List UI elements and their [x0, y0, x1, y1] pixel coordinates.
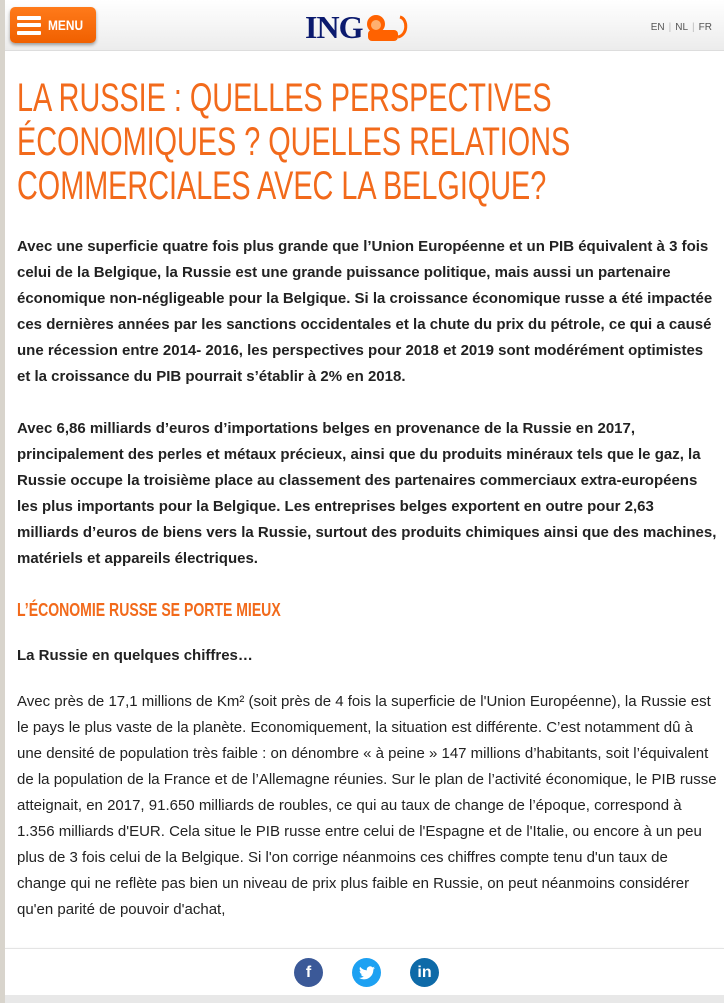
subheading: La Russie en quelques chiffres…: [17, 647, 253, 664]
linkedin-share-button[interactable]: [410, 958, 439, 987]
ing-logo[interactable]: [305, 9, 410, 46]
language-switcher: EN | NL | FR: [647, 22, 716, 33]
header: [5, 0, 724, 51]
background-strip: [5, 995, 724, 1003]
facebook-share-button[interactable]: [294, 958, 323, 987]
intro-paragraph-1: Avec une superficie quatre fois plus grande que l’Union Européenne et un PIB équivalent à 3 fois celui de la Belgique, la Russie est une grande puissance politique, mais aussi un partenaire économique non-négligeable pour la Belgique. Si la croissance économique russe a été impactée ces dernières années par les sanctions occidentales et la chute du prix du pétrole, ce qui a causé une récession entre 2014- 2016, les perspectives pour 2018 et 2019 sont modérément optimistes et la croissance du PIB pourrait s’établir à 2% en 2018.: [17, 238, 713, 385]
intro-paragraph-2: Avec 6,86 milliards d’euros d’importations belges en provenance de la Russie en 2017, principalement des perles et métaux précieux, ainsi que du produits minéraux tels que le gaz, la Russie occupe la troisième place au classement des partenaires commerciaux extra-européens les plus importants pour la Belgique. Les entreprises belges exportent en outre pour 2,63 milliards d’euros de biens vers la Russie, surtout des produits chimiques ainsi que des machines, matériels et appareils électriques.: [17, 420, 717, 567]
lion-icon: [362, 13, 410, 43]
title-line: COMMERCIALES AVEC LA BELGIQUE?: [17, 164, 547, 208]
article: [17, 76, 717, 923]
lang-fr[interactable]: FR: [698, 22, 712, 33]
linkedin-icon: in: [417, 963, 432, 981]
twitter-icon: [359, 966, 375, 980]
page: [5, 0, 724, 1003]
facebook-icon: f: [305, 963, 312, 981]
body-paragraph: Avec près de 17,1 millions de Km² (soit près de 4 fois la superficie de l'Union Européenne), la Russie est le pays le plus vaste de la planète. Economiquement, la situation est différente. C’est notamment dû à une densité de population très faible : on dénombre « à peine » 147 millions d’habitants, soit l’équivalent de la population de la France et de l’Allemagne réunies. Sur le plan de l’activité économique, le PIB russe atteignait, en 2017, 91.650 milliards de roubles, ce qui au taux de change de l’époque, correspond à 1.356 milliards d'EUR. Cela situe le PIB russe entre celui de l'Espagne et de l'Italie, ou encore à un peu plus de 3 fois celui de la Belgique. Si l'on corrige néanmoins ces chiffres compte tenu d'un taux de change qui ne reflète pas bien un niveau de prix plus faible en Russie, on peut néanmoins considérer qu'en parité de pouvoir d'achat,: [17, 693, 717, 918]
menu-button[interactable]: [10, 7, 96, 43]
menu-label: MENU: [48, 17, 84, 33]
logo-text: ING: [305, 9, 363, 45]
hamburger-icon: [17, 16, 41, 35]
share-bar: [5, 948, 724, 996]
page-title: [17, 76, 717, 208]
lang-en[interactable]: EN: [650, 22, 665, 33]
title-line: ÉCONOMIQUES ? QUELLES RELATIONS: [17, 120, 571, 164]
twitter-share-button[interactable]: [352, 958, 381, 987]
title-line: LA RUSSIE : QUELLES PERSPECTIVES: [17, 76, 552, 120]
lang-nl[interactable]: NL: [675, 22, 689, 33]
section-heading: L’ÉCONOMIE RUSSE SE PORTE MIEUX: [17, 600, 281, 620]
